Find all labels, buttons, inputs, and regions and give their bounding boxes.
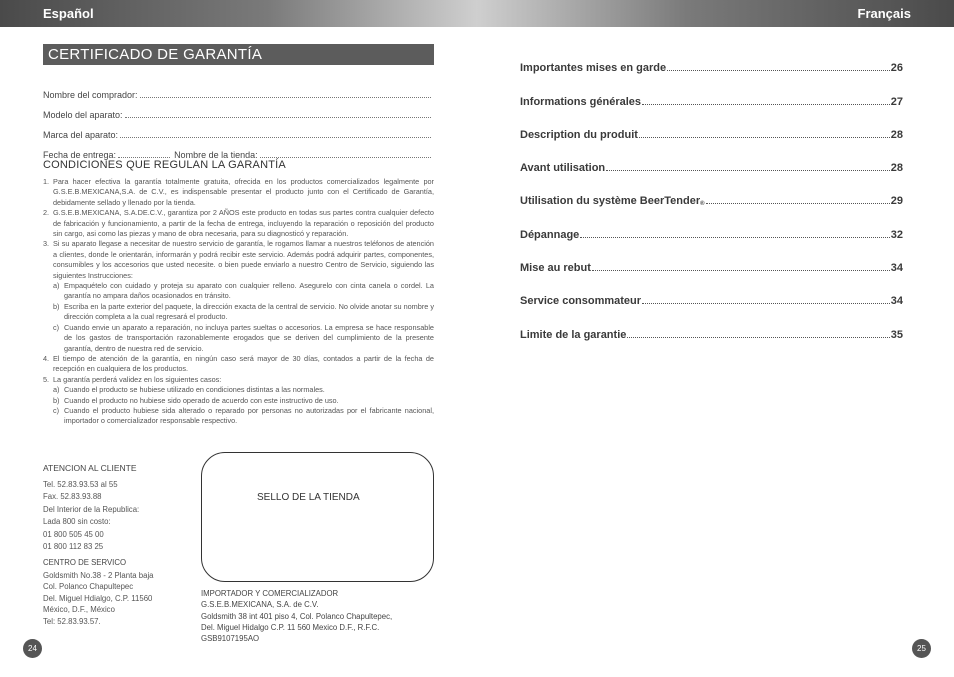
condition-text: Si su aparato llegase a necesitar de nuestro servicio de garantía, le rogamos llamar a nuestros teléfonos de atención a clientes, donde le orientarán, informarán y podrá recibir este servicio. Además podrá adquirir partes, componentes, consumibles y los accesorios que usted necesite. o bien puede enviarlo a nuestro Centro de Servicio, siguiendo las siguientes Instrucciones:: [53, 239, 434, 280]
toc-entry-label: Description du produit: [520, 128, 638, 141]
delivery-date-label: Fecha de entrega:: [43, 150, 117, 160]
subitem-letter: c): [53, 322, 60, 332]
toc-entry-page: 32: [890, 228, 903, 241]
condition-item: [43, 239, 434, 281]
conditions-title: CONDICIONES QUE REGULAN LA GARANTÍA: [43, 159, 286, 171]
customer-service-line: Fax. 52.83.93.88: [43, 492, 102, 502]
customer-service-line: 01 800 505 45 00: [43, 529, 104, 539]
condition-subitem: [43, 281, 434, 302]
leader-dots: [642, 104, 890, 105]
toc-entry[interactable]: [520, 207, 903, 240]
toc-entry-label: Informations générales: [520, 95, 642, 108]
toc-entry-label: Dépannage: [520, 228, 580, 241]
condition-subitem: [43, 385, 434, 395]
condition-number: 1.: [43, 177, 50, 186]
leader-dots: [627, 337, 889, 338]
toc-entry-page: 27: [890, 95, 903, 108]
subitem-letter: a): [53, 385, 60, 395]
condition-text: El tiempo de atención de la garantía, en ningún caso será mayor de 30 días, contados a partir de la fecha de recepción en cualquiera de los productos.: [53, 353, 434, 374]
service-center-line: México, D.F., México: [43, 605, 115, 615]
language-label-french: Français: [857, 6, 911, 21]
condition-item: [43, 354, 434, 375]
toc-entry-page: 35: [890, 328, 903, 341]
registered-mark: ®: [700, 201, 705, 208]
condition-item: [43, 375, 434, 385]
condition-item: [43, 177, 434, 208]
toc-entry-page: 26: [890, 62, 903, 75]
toc-entry-page: 28: [890, 162, 903, 175]
subitem-text: Empaquételo con cuidado y proteja su aparato con cualquier relleno. Asegurelo con cinta canela o cordel. La garantía no ampara daños ocasionados en tránsito.: [64, 281, 434, 301]
toc-entry[interactable]: [520, 241, 903, 274]
fill-line: [260, 157, 431, 158]
warranty-certificate-title: CERTIFICADO DE GARANTÍA: [43, 44, 434, 65]
toc-entry-page: 34: [890, 295, 903, 308]
toc-entry[interactable]: [520, 307, 903, 340]
importer-line: G.S.E.B.MEXICANA, S.A. de C.V.: [201, 600, 319, 610]
subitem-letter: b): [53, 301, 60, 311]
service-center-line: Goldsmith No.38 - 2 Planta baja: [43, 571, 154, 580]
importer-info: [201, 588, 392, 644]
store-name-label: Nombre de la tienda:: [174, 150, 258, 160]
buyer-name-field: [43, 80, 431, 100]
condition-subitem: [43, 323, 434, 354]
toc-entry[interactable]: [520, 41, 903, 74]
condition-number: 4.: [43, 353, 50, 363]
leader-dots: [592, 270, 890, 271]
importer-line: Goldsmith 38 int 401 piso 4, Col. Polanco Chapultepec,: [201, 611, 393, 621]
page-number-left: 24: [23, 639, 42, 658]
service-center-line: Del. Miguel Hdialgo, C.P. 11560: [43, 593, 153, 603]
store-stamp-box: [201, 452, 434, 582]
toc-entry-page: 29: [890, 195, 903, 208]
subitem-text: Cuando el producto no hubiese sido operado de acuerdo con este instructivo de uso.: [64, 395, 339, 405]
leader-dots: [606, 170, 890, 171]
brand-label: Marca del aparato:: [43, 130, 119, 140]
delivery-store-field: [43, 140, 431, 160]
customer-service-lines: [43, 479, 139, 553]
toc-entry-label: Service consommateur: [520, 295, 642, 308]
toc-entry[interactable]: [520, 174, 903, 207]
condition-number: 5.: [43, 374, 50, 384]
customer-service-line: 01 800 112 83 25: [43, 542, 104, 552]
leader-dots: [642, 303, 890, 304]
fill-line: [120, 137, 431, 138]
leader-dots: [667, 70, 890, 71]
fill-line: [118, 157, 170, 158]
service-center-title: CENTRO DE SERVICO: [43, 558, 127, 567]
importer-line: GSB9107195AO: [201, 634, 260, 644]
condition-subitem: [43, 396, 434, 406]
conditions-list: [43, 177, 434, 427]
condition-text: La garantía perderá validez en los siguientes casos:: [53, 374, 222, 384]
toc-entry-label: Limite de la garantie: [520, 328, 627, 341]
condition-subitem: [43, 406, 434, 427]
leader-dots: [706, 203, 890, 204]
condition-item: [43, 208, 434, 239]
buyer-fields: [43, 80, 431, 160]
buyer-name-label: Nombre del comprador:: [43, 90, 138, 100]
toc-entry-page: 28: [890, 128, 903, 141]
toc-entry-label: Mise au rebut: [520, 262, 591, 275]
importer-line: Del. Miguel Hidalgo C.P. 11 560 Mexico D.F., R.F.C.: [201, 622, 380, 632]
header-banner: [0, 0, 954, 27]
fill-line: [125, 117, 431, 118]
language-label-spanish: Español: [43, 6, 94, 21]
customer-service-line: Del Interior de la Republica:: [43, 504, 140, 514]
condition-subitem: [43, 302, 434, 323]
subitem-text: Cuando el producto se hubiese utilizado en condiciones distintas a las normales.: [64, 385, 325, 395]
toc-entry-label: Utilisation du système BeerTender: [520, 195, 701, 208]
subitem-text: Cuando envie un aparato a reparación, no incluya partes sueltas o accesorios. La empresa se hace responsable de los gastos de transportación razonablemente erogados que se deriven del cumplimiento de la presente garantía, dentro de nuestra red de servicio.: [64, 322, 434, 353]
toc-entry[interactable]: [520, 141, 903, 174]
toc-entry[interactable]: [520, 108, 903, 141]
service-center-lines: [43, 570, 154, 627]
toc-entry[interactable]: [520, 274, 903, 307]
table-of-contents: [520, 41, 903, 341]
condition-number: 3.: [43, 239, 50, 249]
toc-entry-label: Importantes mises en garde: [520, 62, 667, 75]
brand-field: [43, 120, 431, 140]
model-label: Modelo del aparato:: [43, 110, 123, 120]
condition-number: 2.: [43, 208, 50, 218]
subitem-letter: c): [53, 405, 60, 415]
customer-service-title: ATENCION AL CLIENTE: [43, 463, 137, 473]
page-number-right: 25: [912, 639, 931, 658]
store-stamp-label: SELLO DE LA TIENDA: [257, 492, 360, 503]
subitem-letter: b): [53, 395, 60, 405]
fill-line: [140, 97, 431, 98]
model-field: [43, 100, 431, 120]
customer-service-line: Tel. 52.83.93.53 al 55: [43, 480, 118, 489]
importer-line: IMPORTADOR Y COMERCIALIZADOR: [201, 589, 339, 598]
toc-entry[interactable]: [520, 74, 903, 107]
condition-text: G.S.E.B.MEXICANA, S.A.DE.C.V., garantiza por 2 AÑOS este producto en todas sus partes contra cualquier defecto de fabricación y funcionamiento, a partir de la fecha de entrega, incluyendo la reparación o reposición del producto sin cargo, asi como las piezas y mano de obra necesaria, para su diagnosticó y reparación.: [53, 208, 434, 239]
leader-dots: [580, 237, 889, 238]
subitem-letter: a): [53, 281, 60, 291]
service-center-line: Tel: 52.83.93.57.: [43, 616, 101, 626]
toc-entry-label: Avant utilisation: [520, 162, 606, 175]
subitem-text: Escriba en la parte exterior del paquete, la dirección exacta de la central de servicio. No olvide anotar su nombre y dirección completa a la cual regresará el producto.: [64, 301, 434, 322]
service-center-line: Col. Polanco Chapultepec: [43, 582, 134, 592]
leader-dots: [639, 137, 890, 138]
customer-service-line: Lada 800 sin costo:: [43, 517, 111, 527]
subitem-text: Cuando el producto hubiese sida alterado o reparado por personas no autorizadas por el fabricante nacional, importador o comercializador responsable respectivo.: [64, 405, 434, 426]
toc-entry-page: 34: [890, 262, 903, 275]
condition-text: Para hacer efectiva la garantía totalmente gratuita, ofrecida en los productos comercializados legalmente por G.S.E.B.MEXICANA,S.A. de C.V., es indispensable presentar el producto junto con el Certificado de Garantía, debidamente sellado y llenado por la tienda.: [53, 177, 434, 207]
